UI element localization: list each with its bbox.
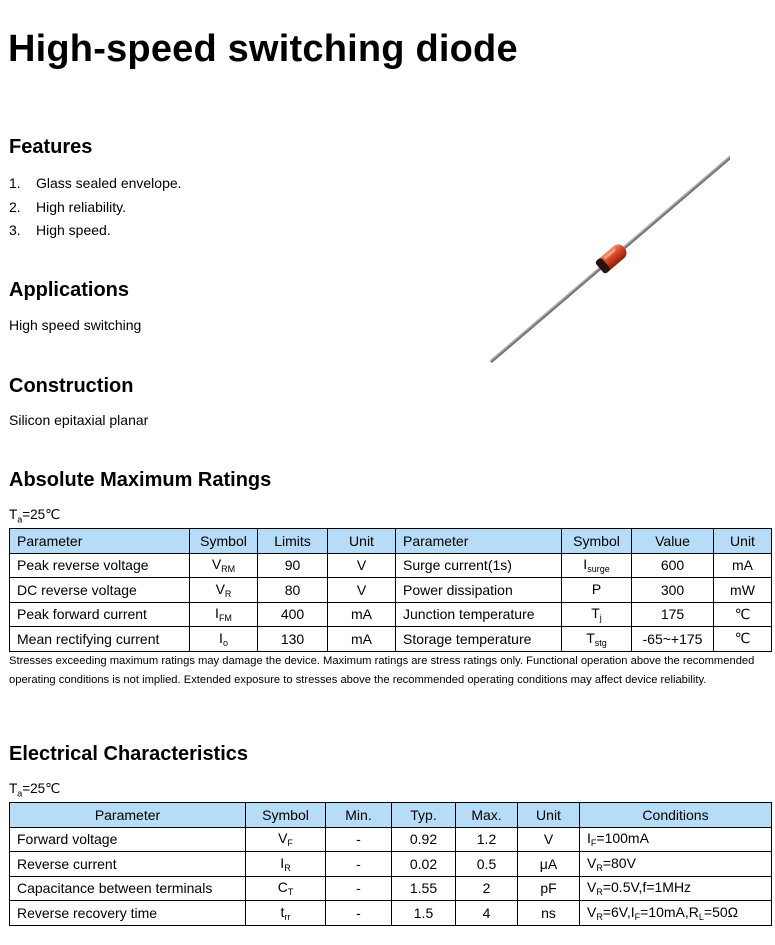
condition-cell: $V_R=0.5V,f=1MHz$ (580, 876, 772, 901)
page-title: High-speed switching diode (8, 28, 518, 70)
ta-condition: $T_a=25℃$ (9, 781, 61, 799)
features-heading: Features (9, 136, 93, 158)
table-row: Reverse current $I_R$ - 0.02 0.5 μA $V_R=80V$ (10, 852, 772, 877)
construction-heading: Construction (9, 375, 134, 397)
abs-max-heading: Absolute Maximum Ratings (9, 469, 272, 491)
features-list (9, 174, 182, 245)
table-row: Peak reverse voltage $V_{RM}$ 90 V Surge current(1s) $I_{surge}$ 600 mA (10, 553, 772, 578)
applications-heading: Applications (9, 279, 130, 301)
table-header-row: Parameter Symbol Min. Typ. Max. Unit Conditions (10, 803, 772, 828)
elec-table (9, 802, 772, 926)
ta-condition: $T_a=25℃$ (9, 507, 61, 525)
list-item: 2. High reliability. (9, 198, 126, 215)
diode-image (470, 150, 730, 365)
ratings-note: Stresses exceeding maximum ratings may damage the device. Maximum ratings are stress ratings only. Functional operation above the recommended operating conditions is not implied. Extended exposure to stresses above the recommended operating conditions may affect device reliability. (9, 655, 755, 686)
abs-max-table (9, 528, 772, 652)
list-item: 1. Glass sealed envelope. (9, 175, 182, 191)
table-row: DC reverse voltage $V_R$ 80 V Power dissipation P 300 mW (10, 578, 772, 603)
table-row: Peak forward current $I_{FM}$ 400 mA Junction temperature $T_j$ 175 ℃ (10, 602, 772, 627)
applications-text: High speed switching (9, 317, 142, 333)
elec-heading: Electrical Characteristics (9, 743, 249, 765)
table-row: Reverse recovery time $t_{rr}$ - 1.5 4 ns $V_R=6V,I_F=10mA,R_L=50\Omega$ (10, 901, 772, 926)
table-row: Forward voltage $V_F$ - 0.92 1.2 V $I_F=100mA$ (10, 827, 772, 852)
table-header-row: Parameter Symbol Limits Unit Parameter Symbol Value Unit (10, 529, 772, 554)
list-item: 3. High speed. (9, 222, 111, 238)
condition-cell: $V_R=80V$ (580, 852, 772, 877)
table-row: Capacitance between terminals $C_T$ - 1.55 2 pF $V_R=0.5V,f=1MHz$ (10, 876, 772, 901)
construction-text: Silicon epitaxial planar (9, 412, 149, 428)
condition-cell: $I_F=100mA$ (580, 827, 772, 852)
condition-cell: $V_R=6V,I_F=10mA,R_L=50\Omega$ (580, 901, 772, 926)
table-row: Mean rectifying current $I_o$ 130 mA Storage temperature $T_{stg}$ -65~+175 ℃ (10, 627, 772, 652)
